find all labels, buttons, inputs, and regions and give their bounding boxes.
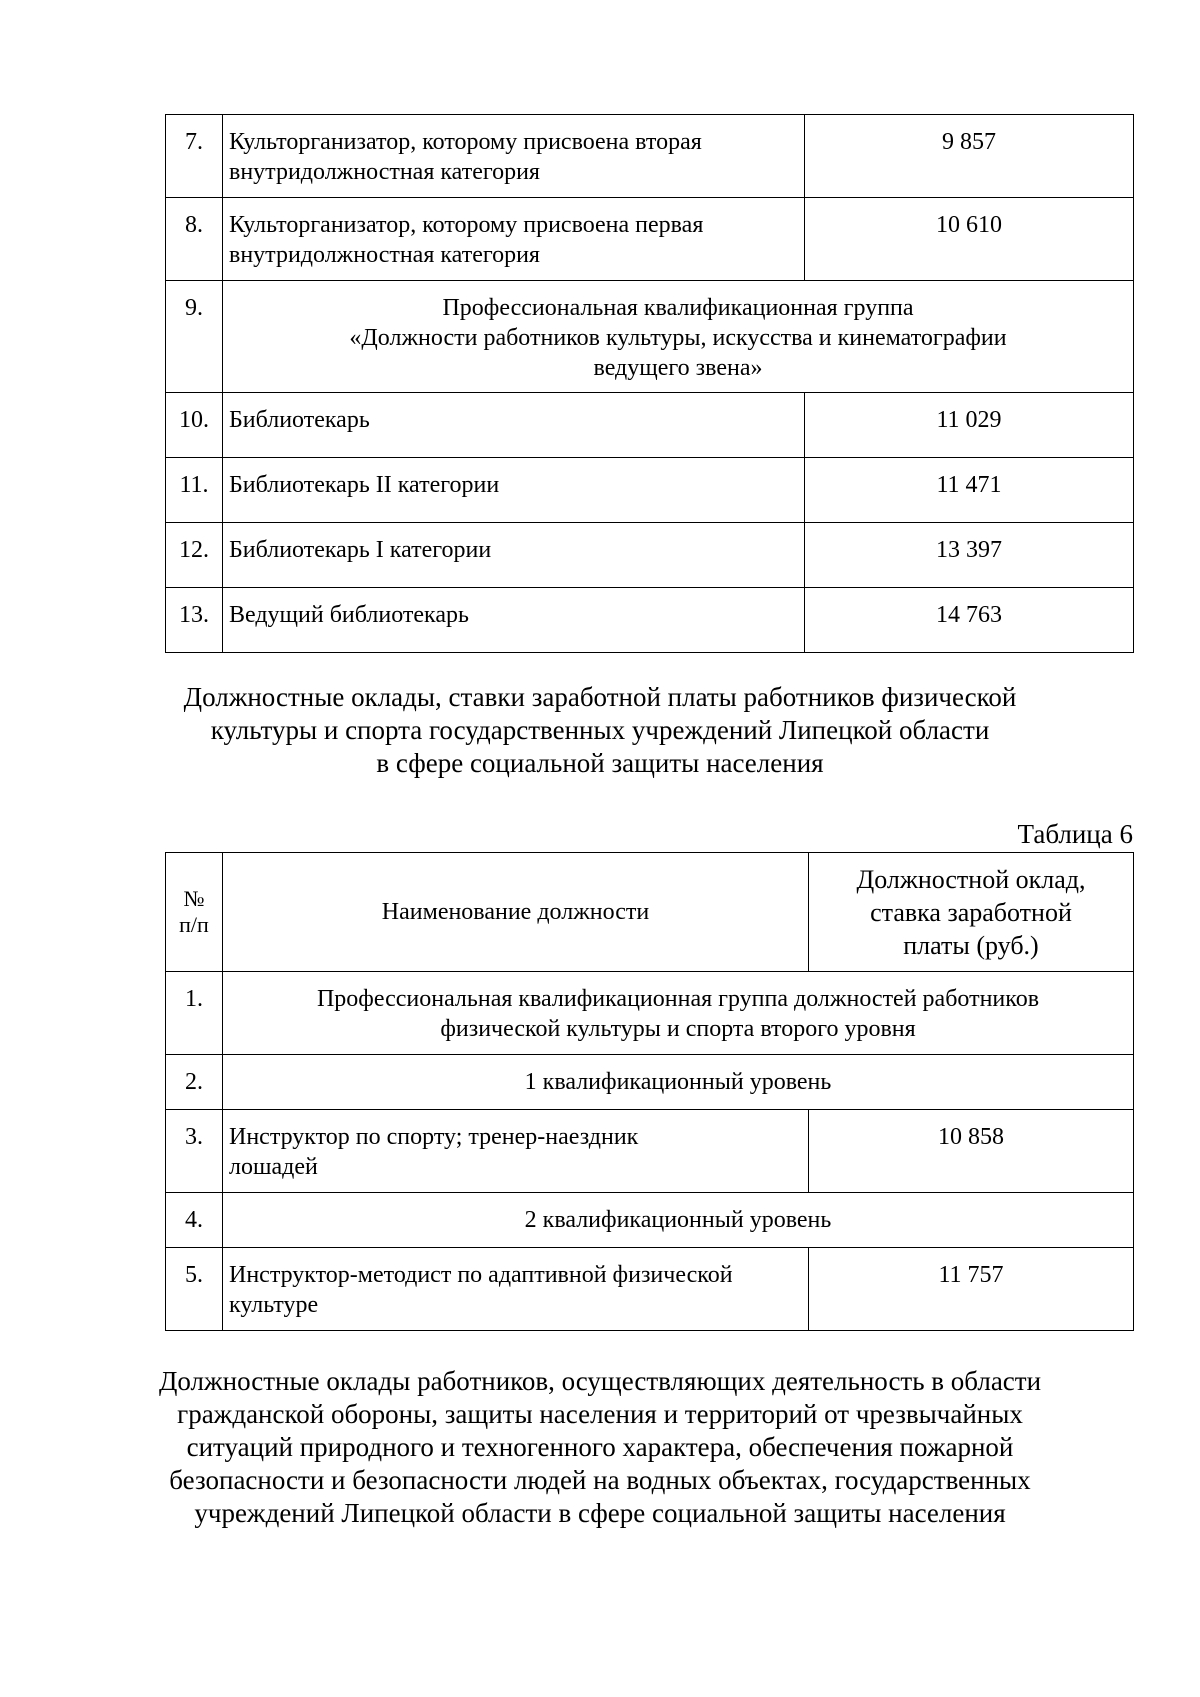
row-number: 3. (166, 1110, 223, 1193)
table-row (166, 523, 1134, 588)
position-name: Ведущий библиотекарь (223, 588, 805, 653)
position-name: Культорганизатор, которому присвоена вторая внутридолжностная категория (223, 115, 805, 198)
position-name: Библиотекарь II категории (223, 458, 805, 523)
row-number: 8. (166, 198, 223, 281)
position-name: Библиотекарь I категории (223, 523, 805, 588)
salary-table-culture (165, 114, 1134, 653)
position-name: Культорганизатор, которому присвоена первая внутридолжностная категория (223, 198, 805, 281)
table-row (166, 588, 1134, 653)
row-number: 13. (166, 588, 223, 653)
table-row (166, 458, 1134, 523)
row-number: 10. (166, 393, 223, 458)
header-position-name: Наименование должности (223, 853, 809, 972)
row-number: 4. (166, 1193, 223, 1248)
salary-value: 10 858 (809, 1110, 1134, 1193)
table-header-row (166, 853, 1134, 972)
position-name: Инструктор по спорту; тренер-наездник лошадей (223, 1110, 809, 1193)
qualification-level: 1 квалификационный уровень (223, 1055, 1134, 1110)
qualification-group: Профессиональная квалификационная группа «Должности работников культуры, искусства и кинематографии ведущего звена» (223, 281, 1134, 393)
salary-value: 14 763 (805, 588, 1134, 653)
row-number: 9. (166, 281, 223, 393)
qualification-level: 2 квалификационный уровень (223, 1193, 1134, 1248)
row-number: 1. (166, 972, 223, 1055)
row-number: 5. (166, 1248, 223, 1331)
header-salary: Должностной оклад, ставка заработной платы (руб.) (809, 853, 1134, 972)
salary-value: 9 857 (805, 115, 1134, 198)
salary-value: 13 397 (805, 523, 1134, 588)
salary-value: 11 029 (805, 393, 1134, 458)
table-row (166, 198, 1134, 281)
position-name: Библиотекарь (223, 393, 805, 458)
section-heading-civil-defense: Должностные оклады работников, осуществляющих деятельность в области гражданской обороны, защиты населения и территорий от чрезвычайных ситуаций природного и техногенного характера, обеспечения пожарной безопасности и безопасности людей на водных объектах, государственных учреждений Липецкой области в сфере социальной защиты населения (158, 1366, 1042, 1528)
table-row-group (166, 281, 1134, 393)
section-heading-sport: Должностные оклады, ставки заработной платы работников физической культуры и спорта государственных учреждений Липецкой области в сфере социальной защиты населения (183, 682, 1017, 778)
table-row (166, 115, 1134, 198)
table-row (166, 1110, 1134, 1193)
row-number: 7. (166, 115, 223, 198)
salary-table-sport (165, 852, 1134, 1331)
position-name: Инструктор-методист по адаптивной физической культуре (223, 1248, 809, 1331)
qualification-group: Профессиональная квалификационная группа должностей работников физической культуры и спорта второго уровня (223, 972, 1134, 1055)
table-row-group (166, 1193, 1134, 1248)
salary-value: 10 610 (805, 198, 1134, 281)
salary-value: 11 471 (805, 458, 1134, 523)
salary-value: 11 757 (809, 1248, 1134, 1331)
table-row (166, 1248, 1134, 1331)
table-row-group (166, 1055, 1134, 1110)
row-number: 11. (166, 458, 223, 523)
table-number-label: Таблица 6 (1017, 819, 1133, 849)
row-number: 12. (166, 523, 223, 588)
header-number: № п/п (166, 853, 223, 972)
row-number: 2. (166, 1055, 223, 1110)
table-row-group (166, 972, 1134, 1055)
table-row (166, 393, 1134, 458)
